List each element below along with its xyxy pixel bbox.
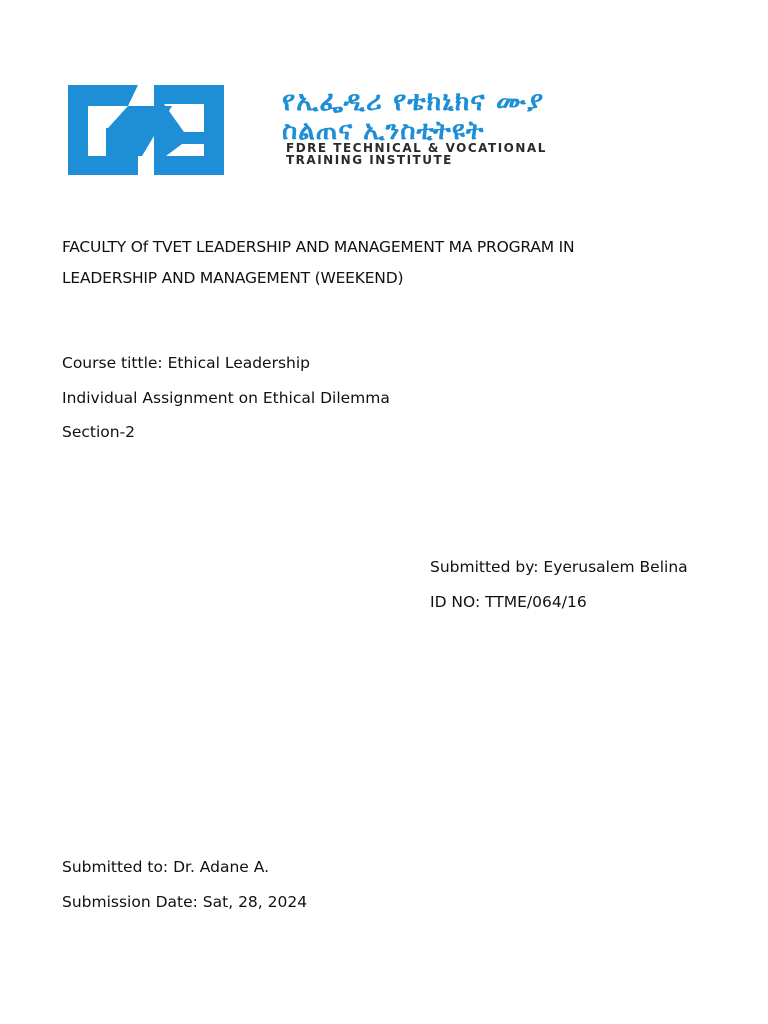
institute-name-english-line-2: TRAINING INSTITUTE [286,153,453,167]
submission-info [62,854,307,923]
faculty-heading [62,232,702,294]
assignment-title: Individual Assignment on Ethical Dilemma [62,388,390,407]
submitted-to: Submitted to: Dr. Adane A. [62,858,270,876]
id-number: ID NO: TTME/064/16 [430,592,587,611]
faculty-heading-line-1: FACULTY Of TVET LEADERSHIP AND MANAGEMENT MA PROGRAM IN [62,238,575,256]
institute-logo-icon [66,84,226,176]
institute-name-block [282,86,722,172]
institute-name-amharic-line-2: ስልጠና ኢንስቲትዩት [282,116,485,146]
course-info [62,350,390,454]
faculty-heading-line-2: LEADERSHIP AND MANAGEMENT (WEEKEND) [62,269,404,287]
submitted-by: Submitted by: Eyerusalem Belina [430,558,688,576]
submitter-info [430,554,688,623]
submission-date: Submission Date: Sat, 28, 2024 [62,892,308,911]
institute-name-english-line-1: FDRE TECHNICAL & VOCATIONAL [286,141,547,155]
institute-name-amharic-line-1: የኢፌዲሪ የቴክኒክና ሙያ [282,86,545,117]
course-title: Course tittle: Ethical Leadership [62,354,311,372]
section-label: Section-2 [62,423,136,441]
